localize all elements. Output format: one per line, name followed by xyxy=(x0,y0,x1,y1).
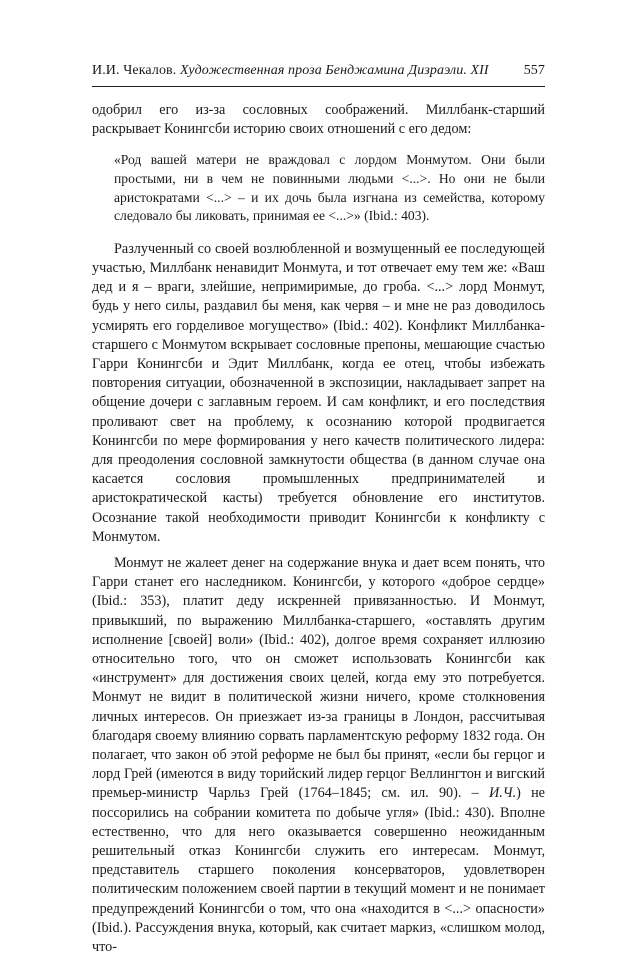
header-author: И.И. Чекалов. xyxy=(92,63,180,78)
paragraph-text: Монмут не жалеет денег на содержание внука и дает всем понять, что Гарри станет его наследником. Конингсби, у которого «доброе сердце» (Ibid.: 353), платит деду искренней привязанностью. И Монмут, привыкший, по выражению Миллбанка-старшего, «оставлять другим исполнение [своей] воли» (Ibid.: 402), долгое время сохраняет иллюзию относительно того, что он сможет использовать Конингсби как «инструмент» для достижения своих целей, когда ему это потребуется. Монмут не видит в политической жизни ничего, кроме столкновения личных интересов. Он приезжает из-за границы в Лондон, рассчитывая благодаря своему влиянию сорвать парламентскую реформу 1832 года. Он полагает, что закон об этой реформе не был бы принят, «если бы герцог и лорд Грей (имеются в виду торийский лидер герцог Веллингтон и вигский премьер-министр Чарльз Грей (1764–1845; см. ил. 90). – xyxy=(92,555,545,802)
paragraph-continuation: одобрил его из-за сословных соображений. Миллбанк-старший раскрывает Конингсби историю своих отношений с его дедом: xyxy=(92,102,545,138)
header-title: Художественная проза Бенджамина Дизраэли. XII xyxy=(179,63,489,78)
header-rule xyxy=(92,86,545,87)
paragraph-text: ) не поссорились на собрании комитета по добыче угля» (Ibid.: 430). Вполне естественно, что для него оказывается совершенно неожиданным решительный отказ Конингсби служить его интересам. Монмут, представитель старшего поколения консерваторов, удовлетворен политическим положением своей партии в текущий момент и не понимает предупреждений Конингсби о том, что она «находится в <...> опасности» (Ibid.). Рассуждения внука, который, как считает маркиз, «слишком молод, что- xyxy=(92,785,545,956)
block-quote: «Род вашей матери не враждовал с лордом Монмутом. Они были простыми, ни в чем не повинными людьми <...>. Но они не были аристократами <...> – и их дочь была изгнана из семейства, которому следовало бы ликовать, принимая ее <...>» (Ibid.: 403). xyxy=(114,152,545,224)
page-number: 557 xyxy=(523,63,545,78)
body-text xyxy=(92,101,545,957)
paragraph xyxy=(92,554,545,957)
paragraph: Разлученный со своей возлюбленной и возмущенный ее последующей участью, Миллбанк ненавидит Монмута, и тот отвечает ему тем же: «Ваш дед и я – враги, злейшие, непримиримые, до гроба. <...> лорд Монмут, будь у него силы, раздавил бы меня, как червя – и мне не раз доводилось усмирять его горделивое могущество» (Ibid.: 402). Конфликт Миллбанка-старшего с Монмутом вскрывает сословные препоны, мешающие счастью Гарри Конингсби и Эдит Миллбанк, когда ее отец, чтобы избежать повторения ситуации, обозначенной в экспозиции, накладывает запрет на общение дочери с заглавным героем. И сам конфликт, и его последствия проливают свет на проблему, к осознанию которой продвигается Конингсби по мере формирования у него качеств политического лидера: для преодоления сословной замкнутости общества (в данном случае она касается сословия промышленных предпринимателей и аристократической касты) требуется обновление его институтов. Осознание такой необходимости приводит Конингсби к конфликту с Монмутом. xyxy=(92,240,545,545)
author-initials: И.Ч. xyxy=(489,785,517,802)
running-header xyxy=(92,62,545,82)
header-text xyxy=(92,62,489,80)
